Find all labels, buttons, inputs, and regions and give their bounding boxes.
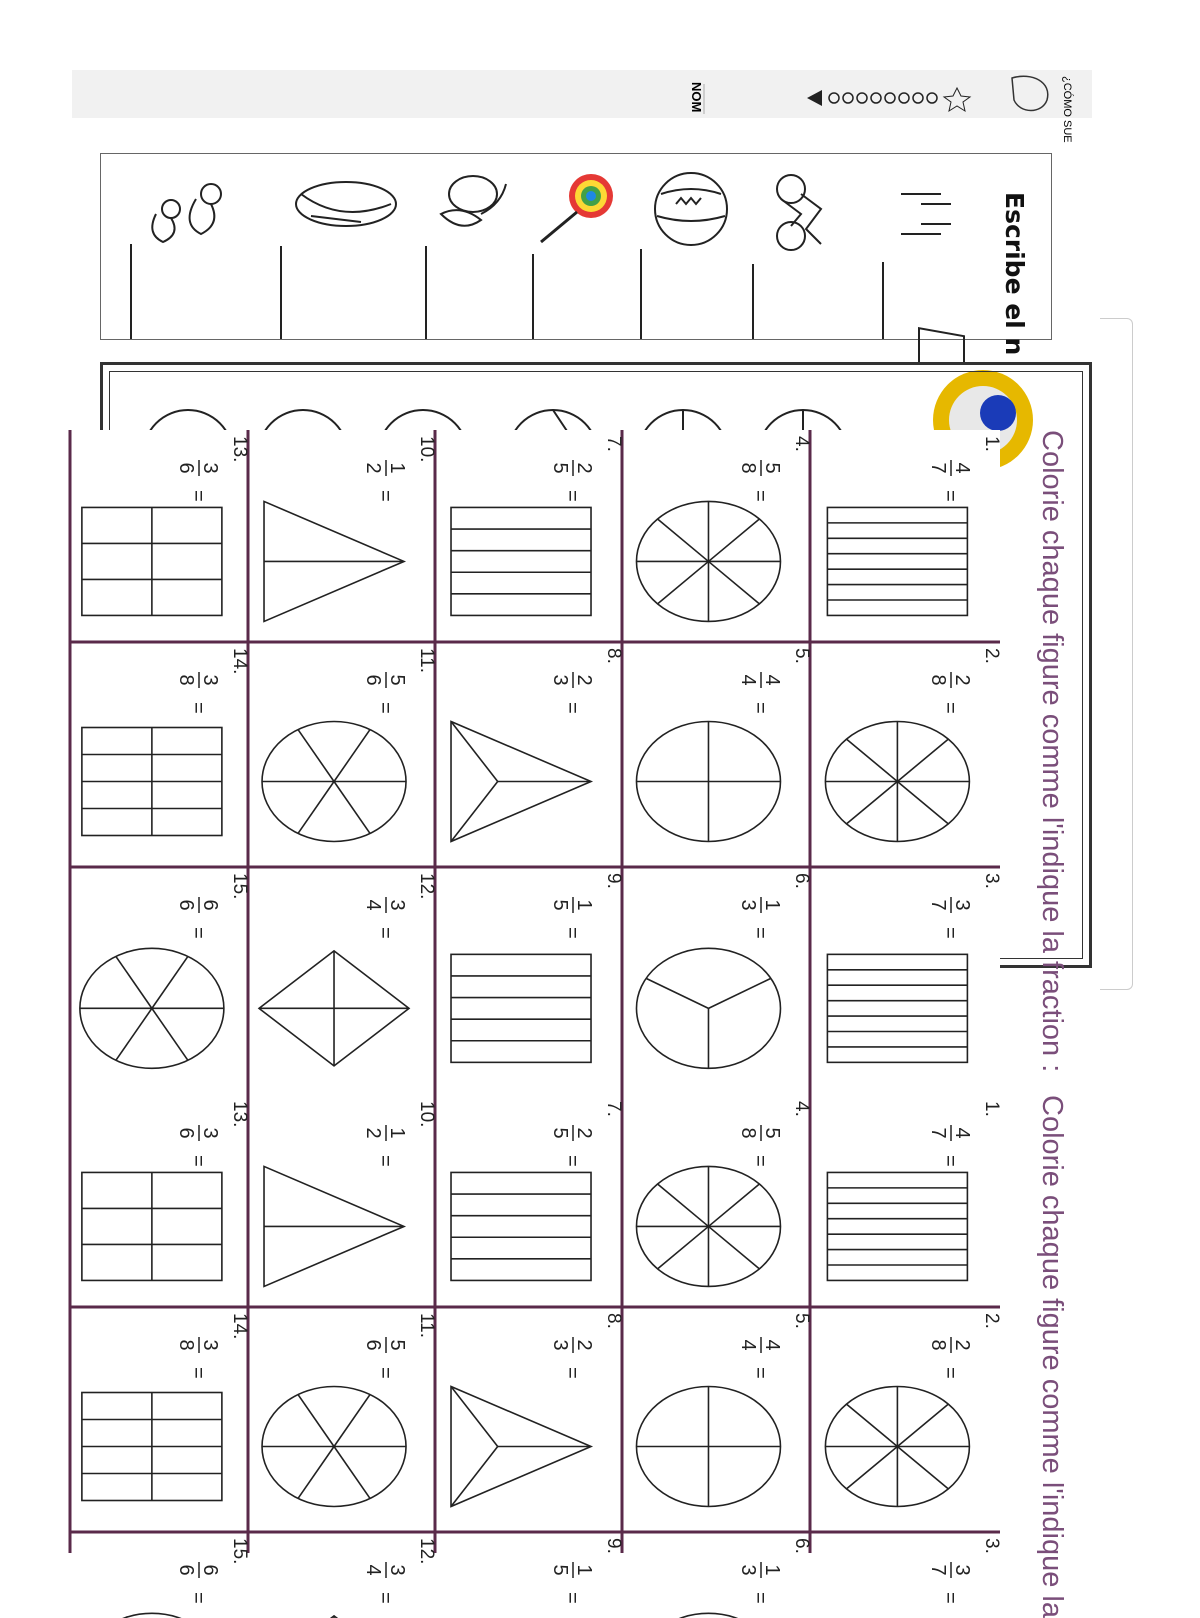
fraction-numerator: 5	[386, 1339, 408, 1351]
fraction-numerator: 3	[199, 1127, 221, 1139]
cell-number: 14.	[229, 1313, 250, 1340]
back-sheet-edge	[1100, 318, 1133, 990]
cell-number: 8.	[603, 648, 624, 664]
fraction-denominator: 8	[927, 1339, 949, 1351]
fraction-numerator: 3	[386, 1564, 408, 1576]
escribe-pictures	[101, 154, 1051, 339]
fraction-cell	[451, 1101, 624, 1280]
logo-icon	[1012, 76, 1048, 110]
fraction-label	[549, 460, 595, 502]
fraction-denominator: 5	[549, 1127, 571, 1139]
fraction-denominator: 5	[549, 462, 571, 474]
fraction-label	[362, 672, 408, 714]
equals-sign: =	[939, 702, 961, 714]
instruction-text-1: Colorie chaque figure comme l'indique la fraction :	[1036, 430, 1068, 1073]
equals-sign: =	[939, 927, 961, 939]
fraction-numerator: 6	[199, 1564, 221, 1576]
fraction-shape	[827, 507, 967, 615]
fraction-shape	[262, 722, 406, 842]
fraction-cell	[636, 1101, 812, 1286]
equals-sign: =	[561, 1592, 583, 1604]
fraction-label	[362, 460, 408, 502]
fraction-numerator: 4	[951, 462, 973, 474]
top-strip	[72, 70, 1092, 143]
equals-sign: =	[561, 490, 583, 502]
fraction-label	[362, 897, 408, 939]
fraction-denominator: 5	[549, 1564, 571, 1576]
fraction-cell	[82, 1101, 250, 1280]
cell-number: 13.	[229, 436, 250, 463]
fraction-label	[549, 1125, 595, 1167]
cell-number: 2.	[981, 648, 1002, 664]
fraction-numerator: 3	[199, 462, 221, 474]
cell-number: 13.	[229, 1101, 250, 1128]
fraction-cell	[451, 1538, 624, 1618]
equals-sign: =	[374, 1155, 396, 1167]
fraction-numerator: 5	[761, 462, 783, 474]
cell-number: 15.	[229, 1538, 250, 1565]
cell-number: 3.	[981, 1538, 1002, 1554]
cell-number: 1.	[981, 1101, 1002, 1117]
fraction-denominator: 8	[737, 1127, 759, 1139]
fraction-label	[737, 897, 783, 939]
fraction-cell	[825, 648, 1002, 842]
instruction-text-2: Colorie chaque figure comme l'indique la	[1036, 1095, 1068, 1618]
fraction-shape	[825, 722, 969, 842]
fraction-cell	[259, 1538, 437, 1618]
fraction-numerator: 3	[199, 674, 221, 686]
fraction-grid-2	[0, 1095, 1002, 1604]
fraction-denominator: 3	[549, 674, 571, 686]
fraction-shape	[636, 948, 780, 1068]
fraction-label	[927, 1337, 973, 1379]
equals-sign: =	[187, 702, 209, 714]
fraction-shape	[264, 501, 404, 621]
fraction-label	[737, 1337, 783, 1379]
ball-icon	[655, 173, 727, 245]
arrow-icon	[807, 90, 822, 106]
equals-sign: =	[749, 702, 771, 714]
fraction-numerator: 1	[761, 899, 783, 911]
fraction-cell	[82, 648, 250, 836]
fraction-numerator: 3	[951, 899, 973, 911]
fraction-denominator: 4	[737, 674, 759, 686]
fraction-denominator: 8	[927, 674, 949, 686]
motorcycle-icon	[777, 175, 821, 250]
fraction-label	[549, 897, 595, 939]
fraction-shape	[451, 954, 591, 1062]
fraction-label	[549, 1337, 595, 1379]
fraction-label	[549, 1562, 595, 1604]
fraction-shape	[636, 1387, 780, 1507]
fraction-shape	[264, 1166, 404, 1286]
fraction-denominator: 6	[175, 1564, 197, 1576]
fraction-cell	[451, 1313, 624, 1507]
cell-number: 9.	[603, 1538, 624, 1554]
fraction-denominator: 6	[175, 462, 197, 474]
fraction-shape	[82, 1172, 222, 1280]
lollipop-icon	[541, 174, 613, 242]
fraction-shape	[80, 1613, 224, 1618]
escribe-title: Escribe el n	[1000, 192, 1029, 356]
top-strip-art	[72, 70, 1092, 143]
fraction-denominator: 3	[737, 899, 759, 911]
fraction-label	[362, 1562, 408, 1604]
cell-number: 6.	[791, 873, 812, 889]
equals-sign: =	[749, 1592, 771, 1604]
equals-sign: =	[187, 927, 209, 939]
fraction-numerator: 4	[951, 1127, 973, 1139]
fraction-label	[175, 1562, 221, 1604]
cell-number: 5.	[791, 648, 812, 664]
fraction-numerator: 2	[573, 674, 595, 686]
fraction-cell	[827, 1101, 1002, 1280]
fraction-denominator: 3	[737, 1564, 759, 1576]
equals-sign: =	[374, 1592, 396, 1604]
fraction-shape	[82, 507, 222, 615]
equals-sign: =	[749, 927, 771, 939]
fraction-label	[927, 1562, 973, 1604]
nom-label: NOM	[689, 82, 704, 113]
fraction-label	[927, 672, 973, 714]
fraction-denominator: 5	[549, 899, 571, 911]
fraction-denominator: 6	[362, 1339, 384, 1351]
fraction-label	[362, 1337, 408, 1379]
equals-sign: =	[374, 490, 396, 502]
fraction-numerator: 2	[951, 674, 973, 686]
fraction-numerator: 6	[199, 899, 221, 911]
equals-sign: =	[939, 490, 961, 502]
fraction-cell	[825, 1313, 1002, 1507]
fraction-numerator: 3	[951, 1564, 973, 1576]
cell-number: 4.	[791, 436, 812, 452]
cell-number: 2.	[981, 1313, 1002, 1329]
fraction-cell	[636, 1538, 812, 1618]
fraction-numerator: 1	[386, 462, 408, 474]
fraction-cell	[827, 1538, 1002, 1618]
fraction-cell	[264, 436, 437, 621]
fraction-cell	[262, 648, 437, 842]
cell-number: 4.	[791, 1101, 812, 1117]
fraction-numerator: 2	[573, 1127, 595, 1139]
fraction-label	[927, 897, 973, 939]
fraction-numerator: 1	[386, 1127, 408, 1139]
fraction-cell	[262, 1313, 437, 1507]
equals-sign: =	[374, 702, 396, 714]
fraction-label	[737, 1562, 783, 1604]
cell-number: 12.	[416, 1538, 437, 1565]
fraction-cell	[636, 436, 812, 621]
cell-number: 11.	[416, 648, 437, 674]
fraction-worksheet-2	[0, 1095, 1068, 1618]
fraction-shape	[451, 507, 591, 615]
fraction-shape	[451, 1172, 591, 1280]
fraction-denominator: 3	[549, 1339, 571, 1351]
fraction-numerator: 2	[573, 462, 595, 474]
fraction-cell	[82, 436, 250, 615]
fraction-denominator: 7	[927, 1127, 949, 1139]
fraction-label	[927, 1125, 973, 1167]
fraction-shape	[636, 722, 780, 842]
lemon-icon	[441, 176, 506, 226]
fraction-numerator: 1	[573, 1564, 595, 1576]
fraction-denominator: 2	[362, 462, 384, 474]
fraction-shape	[82, 728, 222, 836]
equals-sign: =	[749, 1155, 771, 1167]
fraction-cell	[827, 873, 1002, 1062]
cell-number: 6.	[791, 1538, 812, 1554]
cell-number: 7.	[603, 436, 624, 452]
fraction-cell	[636, 648, 812, 842]
equals-sign: =	[561, 1155, 583, 1167]
star-icon	[944, 88, 970, 111]
fraction-denominator: 8	[175, 1339, 197, 1351]
fraction-denominator: 7	[927, 462, 949, 474]
fraction-cell	[636, 873, 812, 1068]
fraction-numerator: 5	[761, 1127, 783, 1139]
fraction-label	[175, 1125, 221, 1167]
fraction-shape	[82, 1393, 222, 1501]
fraction-label	[737, 1125, 783, 1167]
fraction-label	[175, 1337, 221, 1379]
fraction-numerator: 3	[386, 899, 408, 911]
fraction-numerator: 4	[761, 674, 783, 686]
equals-sign: =	[187, 490, 209, 502]
fraction-denominator: 6	[175, 1127, 197, 1139]
fraction-shape	[636, 1613, 780, 1618]
fraction-grid-1	[0, 430, 1000, 1095]
fraction-numerator: 1	[573, 899, 595, 911]
escribe-sheet	[100, 153, 1052, 356]
cell-number: 11.	[416, 1313, 437, 1339]
fraction-shape	[827, 954, 967, 1062]
fraction-numerator: 1	[761, 1564, 783, 1576]
fraction-shape	[80, 948, 224, 1068]
fraction-shape	[636, 1166, 780, 1286]
fraction-numerator: 2	[573, 1339, 595, 1351]
fraction-numerator: 5	[386, 674, 408, 686]
fraction-label	[927, 460, 973, 502]
fraction-denominator: 7	[927, 1564, 949, 1576]
cell-number: 9.	[603, 873, 624, 889]
equals-sign: =	[561, 1367, 583, 1379]
equals-sign: =	[561, 927, 583, 939]
fraction-cell	[451, 873, 624, 1062]
fraction-label	[362, 1125, 408, 1167]
fraction-label	[737, 672, 783, 714]
equals-sign: =	[561, 702, 583, 714]
fraction-denominator: 6	[362, 674, 384, 686]
equals-sign: =	[187, 1592, 209, 1604]
fraction-cell	[259, 873, 437, 1066]
fraction-cell	[451, 648, 624, 842]
equals-sign: =	[939, 1592, 961, 1604]
equals-sign: =	[749, 490, 771, 502]
fraction-cell	[80, 873, 250, 1068]
fraction-numerator: 3	[199, 1339, 221, 1351]
fraction-cell	[82, 1313, 250, 1501]
logo-text: ¿CÓMO SUE	[1061, 76, 1073, 143]
cell-number: 1.	[981, 436, 1002, 452]
fraction-label	[549, 672, 595, 714]
fraction-cell	[636, 1313, 812, 1507]
fraction-label	[175, 460, 221, 502]
cell-number: 7.	[603, 1101, 624, 1117]
fraction-label	[737, 460, 783, 502]
fraction-denominator: 8	[175, 674, 197, 686]
cell-number: 10.	[416, 1101, 437, 1128]
equals-sign: =	[187, 1367, 209, 1379]
fraction-shape	[262, 1387, 406, 1507]
cell-number: 15.	[229, 873, 250, 900]
fraction-shape	[451, 1387, 591, 1507]
fraction-cell	[451, 436, 624, 615]
fraction-numerator: 4	[761, 1339, 783, 1351]
fraction-denominator: 8	[737, 462, 759, 474]
fraction-shape	[825, 1387, 969, 1507]
fraction-worksheet-1	[0, 430, 1068, 1095]
equals-sign: =	[187, 1155, 209, 1167]
cell-number: 3.	[981, 873, 1002, 889]
corn-icon	[296, 182, 396, 226]
fraction-label	[175, 672, 221, 714]
fraction-label	[175, 897, 221, 939]
equals-sign: =	[939, 1367, 961, 1379]
cell-number: 12.	[416, 873, 437, 900]
equals-sign: =	[939, 1155, 961, 1167]
equals-sign: =	[374, 927, 396, 939]
fraction-denominator: 4	[362, 899, 384, 911]
equals-sign: =	[749, 1367, 771, 1379]
fraction-denominator: 6	[175, 899, 197, 911]
fraction-cell	[80, 1538, 250, 1618]
fraction-cell	[827, 436, 1002, 615]
cell-number: 8.	[603, 1313, 624, 1329]
cell-number: 14.	[229, 648, 250, 675]
fraction-denominator: 4	[737, 1339, 759, 1351]
equals-sign: =	[374, 1367, 396, 1379]
fraction-shape	[827, 1172, 967, 1280]
fraction-shape	[636, 501, 780, 621]
fraction-denominator: 2	[362, 1127, 384, 1139]
fraction-shape	[451, 722, 591, 842]
fraction-cell	[264, 1101, 437, 1286]
cell-number: 10.	[416, 436, 437, 463]
fraction-shape	[259, 951, 409, 1066]
birds-icon	[152, 184, 221, 242]
fraction-numerator: 2	[951, 1339, 973, 1351]
fraction-denominator: 4	[362, 1564, 384, 1576]
fraction-denominator: 7	[927, 899, 949, 911]
cell-number: 5.	[791, 1313, 812, 1329]
